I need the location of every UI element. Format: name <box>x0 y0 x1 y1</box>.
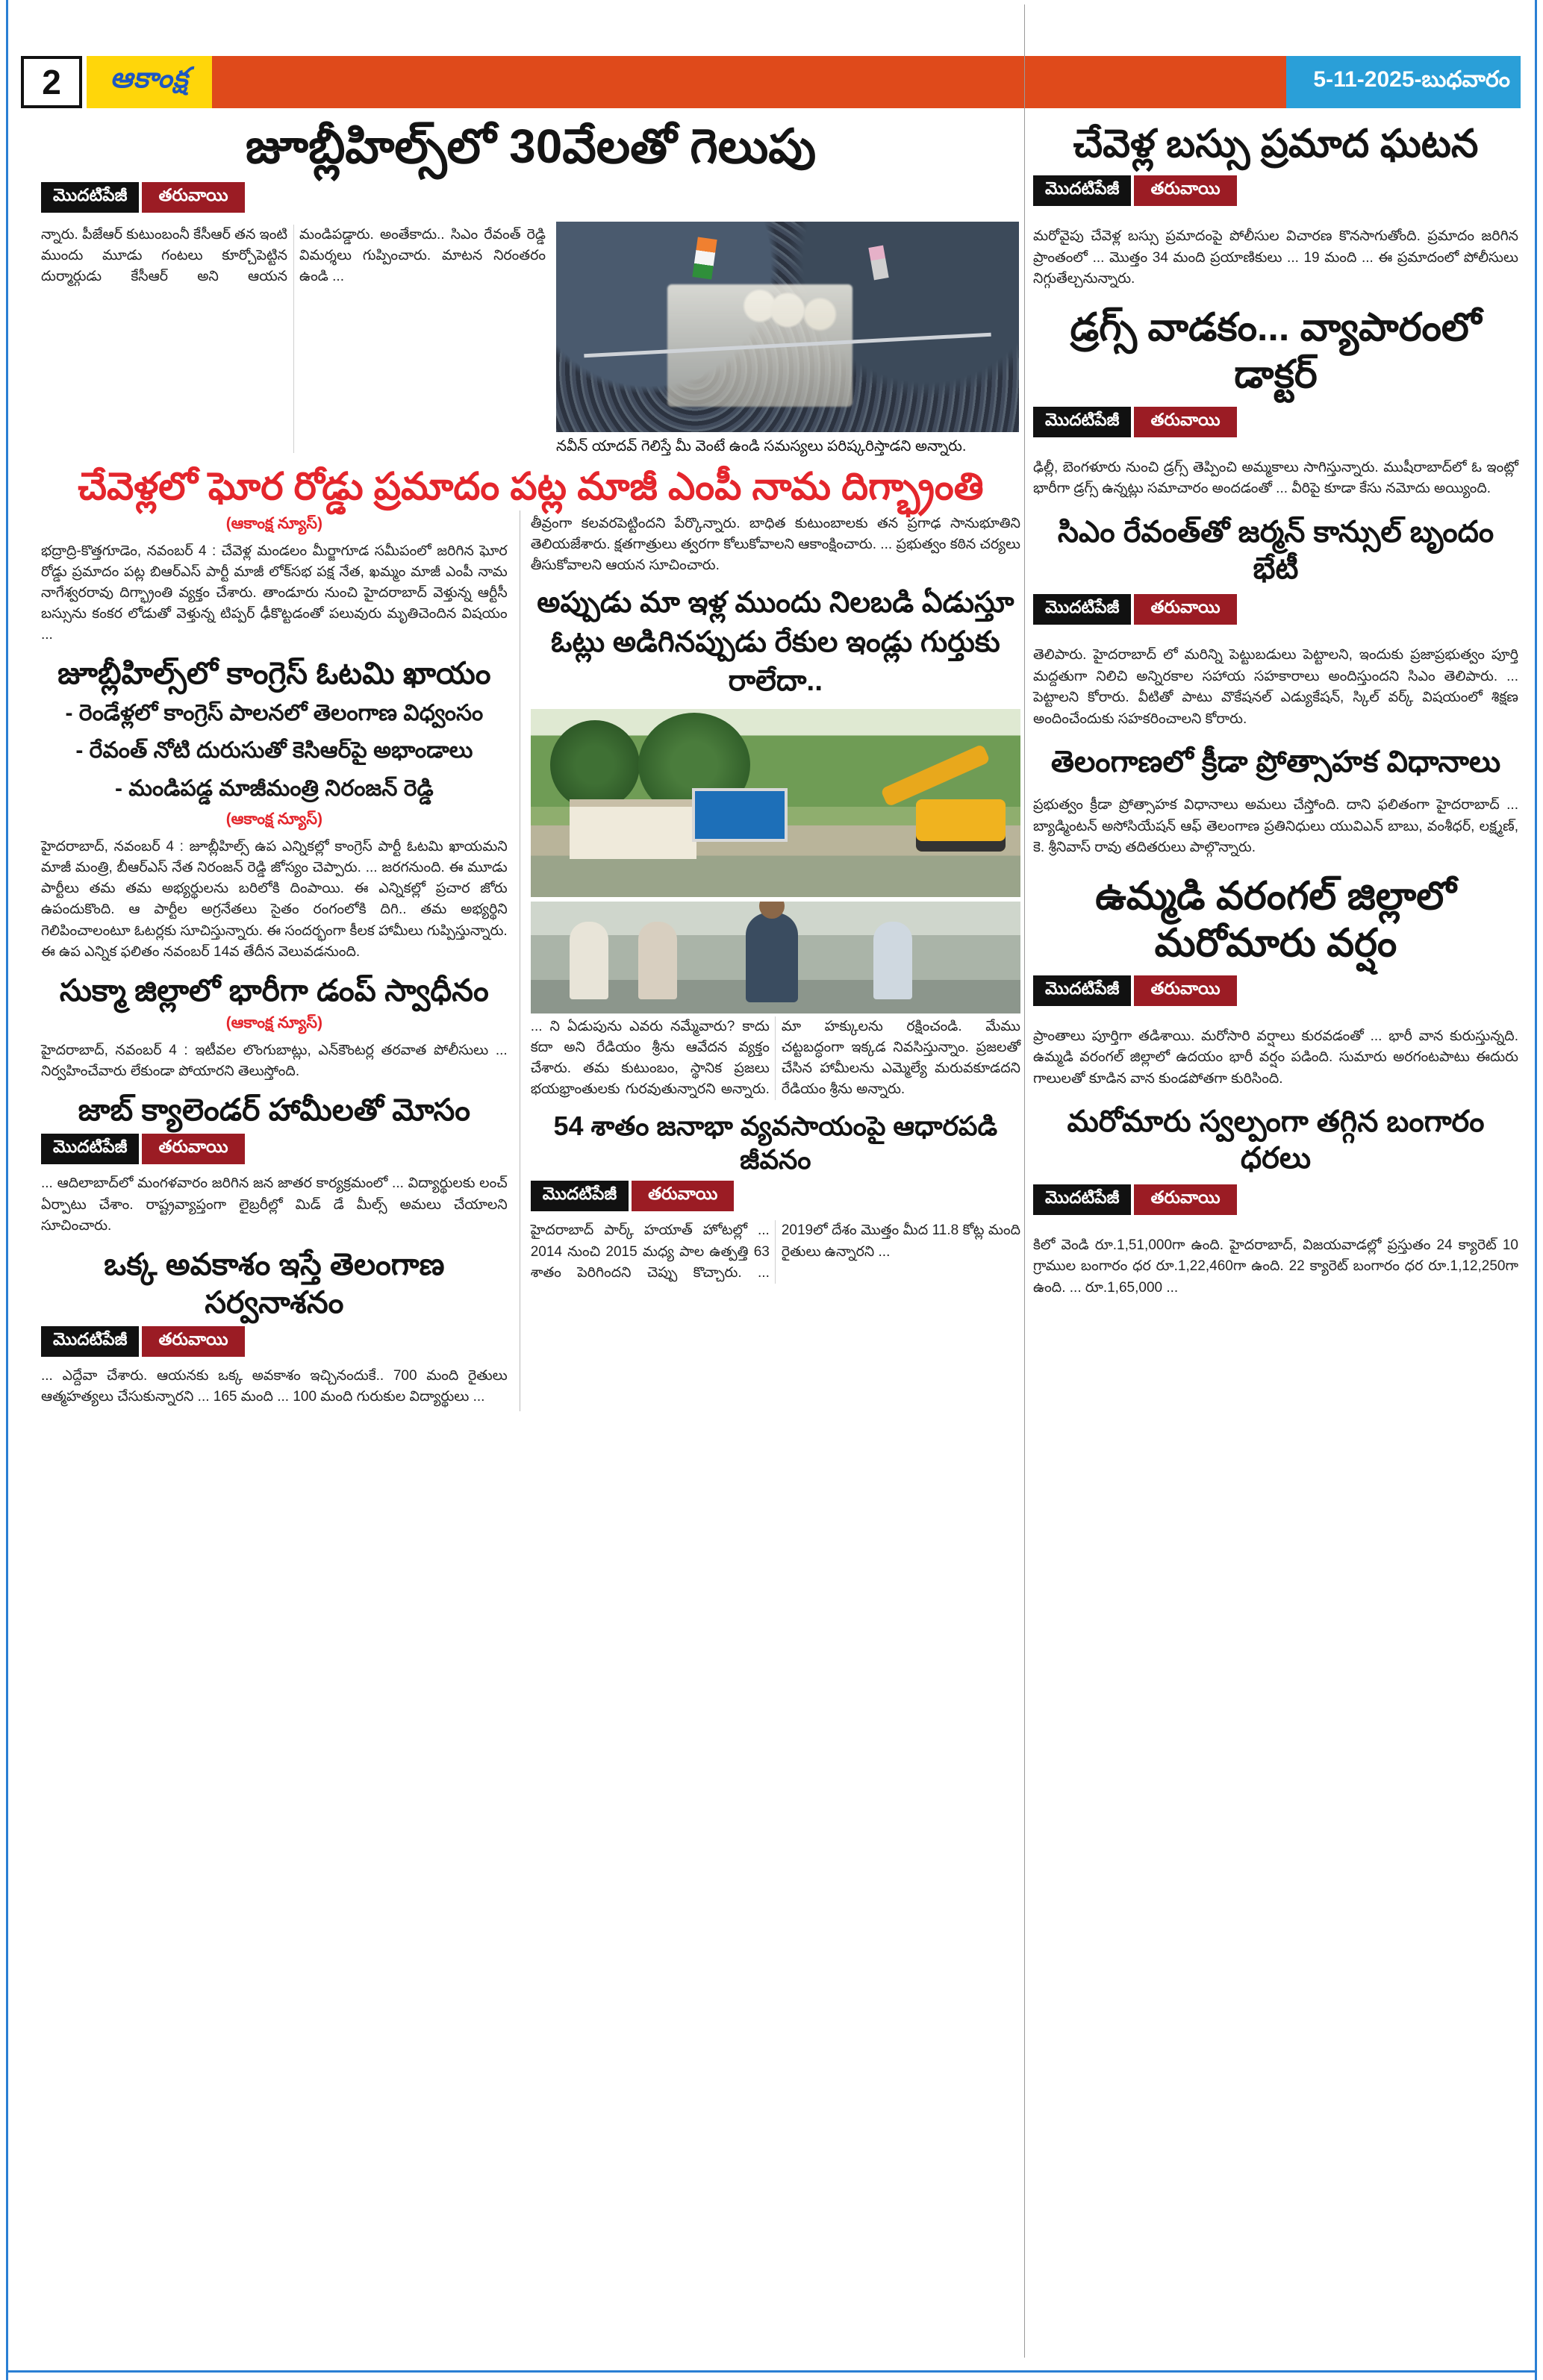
tag-first-page: మొదటిపేజీ <box>1033 175 1131 206</box>
tag-first-page: మొదటిపేజీ <box>1033 975 1131 1006</box>
tag-continued: తరువాయి <box>142 182 244 213</box>
tag-first-page: మొదటిపేజీ <box>1033 407 1131 437</box>
tag-first-page: మొదటిపేజీ <box>41 1326 139 1357</box>
party-flag-icon <box>692 237 717 280</box>
headline-jubilee-win: జూబ్లీహిల్స్‌లో 30వేలతో గెలుపు <box>245 119 817 173</box>
quote-article-body: ... ని ఏడుపును ఎవరు నమ్మేవారు? కాదు కదా అని రేడియం శ్రీను ఆవేదన వ్యక్తం చేశారు. తమ కుటుంబం, స్థానిక ప్రజలు భయభ్రాంతులకు గురవుతున్నారని అన్నారు. మా హక్కులను రక్షించండి. మేము చట్టబద్ధంగా ఇక్కడ నివసిస్తున్నాం. ప్రజలతో చేసిన హామీలను ఎమ్మెల్యే మరువకూడదని రేడియం శ్రీను అన్నారు. <box>530 1019 1020 1098</box>
signboard <box>692 788 788 842</box>
photo-caption: నవీన్ యాదవ్ గెలిస్తే మీ వెంటే ఉండి సమస్యలు పరిష్కరిస్తాడని అన్నారు. <box>556 437 967 455</box>
news-credit: (ఆకాంక్ష న్యూస్) <box>225 514 322 532</box>
continuation-tag <box>531 1181 735 1211</box>
tag-continued: తరువాయి <box>632 1181 734 1211</box>
tag-continued: తరువాయి <box>142 1134 244 1164</box>
page-bottom-rule <box>6 2370 1537 2373</box>
headline-sports-policy: తెలంగాణలో క్రీడా ప్రోత్సాహక విధానాలు <box>1050 746 1501 779</box>
main-zone <box>41 118 1020 1411</box>
article-okka-avakasam <box>41 1246 508 1408</box>
headline-congress-defeat: జూబ్లీహిల్స్‌లో కాంగ్రెస్ ఓటమి ఖాయం <box>57 656 491 691</box>
headline-gold-price: మరోమారు స్వల్పంగా తగ్గిన బంగారం ధరలు <box>1067 1105 1485 1175</box>
continuation-tag <box>41 182 245 213</box>
okka-avakasam-body: ... ఎద్దేవా చేశారు. ఆయనకు ఒక్క అవకాశం ఇచ్చినందుకే.. 700 మంది రైతులు ఆత్మహత్యలు చేసుకున్నారని ... 165 మంది ... 100 మంది గురుకుల విద్యార్థులు ... <box>41 1368 508 1405</box>
german-consul-body: తెలిపారు. హైదరాబాద్ లో మరిన్ని పెట్టుబడులు పెట్టాలని, ఇందుకు ప్రజాప్రభుత్వం పూర్తి మద్దతుగా నిలిచి అన్నిరకాల సహాయ సహకారాలు అందిస్తుందని సిఎం తెలిపారు. ... పెట్టాలని కోరారు. వీటితో పాటు వొకేషనల్ ఎడ్యుకేషన్, స్కిల్ వర్క్ విషయంలో శిక్షణ అందించేందుకు సహకరించాలని కోరారు. <box>1033 647 1518 727</box>
headline-job-calendar: జాబ్ క్యాలెండర్ హామీలతో మోసం <box>78 1093 471 1128</box>
field-visit-photo <box>531 709 1020 897</box>
tag-continued: తరువాయి <box>142 1326 244 1357</box>
gold-price-body: కిలో వెండి రూ.1,51,000గా ఉంది. హైదరాబాద్, విజయవాడల్లో ప్రస్తుతం 24 క్యారెట్ 10 గ్రాముల బంగారం ధర రూ.1,22,460గా ఉంది. 22 క్యారెట్ బంగారం ధర రూ.1,12,250గా ఉంది. ... రూ.1,65,000 ... <box>1033 1237 1518 1296</box>
date-banner: 5-11-2025-బుధవారం <box>1286 56 1521 108</box>
congress-defeat-body: హైదరాబాద్, నవంబర్ 4 : జూబ్లీహిల్స్ ఉప ఎన్నికల్లో కాంగ్రెస్ పార్టీ ఓటమి ఖాయమని మాజీ మంత్రి, బీఆర్ఎస్ నేత నిరంజన్ రెడ్డి జోస్యం చెప్పారు. ... జరగనుంది. ఈ మూడు పార్టీలు తమ తమ అభ్యర్థులను బరిలోకి దింపాయి. ఈ ఎన్నికల్లో ప్రచార జోరు ఉపందుకొంది. ఆ పార్టీల అగ్రనేతలు సైతం రంగంలోకి దిగి.. తమ అభ్యర్థిని గెలిపించాలంటూ ఓటర్లకు సూచిస్తున్నారు. ఈ సందర్భంగా కీలక హామీలు గుప్పిస్తున్నారు. ఈ ఉప ఎన్నిక ఫలితం నవంబర్ 14వ తేదీన వెలువడనుంది. <box>41 839 508 960</box>
drugs-doctor-body: ఢిల్లీ, బెంగళూరు నుంచి డ్రగ్స్ తెప్పించి అమ్మకాలు సాగిస్తున్నారు. ముషీరాబాద్‌లో ఓ ఇంట్లో భారీగా డ్రగ్స్ ఉన్నట్లు సమాచారం అందడంతో ... వీరిపై కూడా కేసు నమోదు అయ్యింది. <box>1033 459 1518 497</box>
person-figure <box>873 922 912 999</box>
subhead-point-3: - మండిపడ్డ మాజీమంత్రి నిరంజన్ రెడ్డి <box>114 775 434 801</box>
tree <box>550 720 640 810</box>
article-german-consul <box>1033 514 1518 731</box>
continuation-tag <box>41 1134 245 1164</box>
chevella-body-right: తీవ్రంగా కలవరపెట్టిందని పేర్కొన్నారు. బాధిత కుటుంబాలకు తన ప్రగాఢ సానుభూతిని తెలియజేశారు. క్షతగాత్రులు త్వరగా కోలుకోవాలని ఆకాంక్షించారు. ... ప్రభుత్వం కఠిన చర్యలు తీసుకోవాలని ఆయన సూచించారు. <box>530 515 1020 573</box>
jubilee-body-text: న్నారు. పీజేఆర్ కుటుంబంనీ కేసీఆర్ తన ఇంటి ముందు మూడు గంటలు కూర్చోపెట్టిన దుర్మార్గుడు కేసీఆర్ అని ఆయన మండిపడ్డారు. అంతేకాదు.. సిఎం రేవంత్ రెడ్డి విమర్శలు గుప్పించారు. మాటన నిరంతరం ఉండి ... <box>41 226 546 284</box>
article-sukma-dump <box>41 972 508 1082</box>
article-drugs-doctor <box>1033 304 1518 500</box>
article-congress-defeat <box>41 655 508 962</box>
tag-continued: తరువాయి <box>1134 175 1236 206</box>
headline-okka-avakasam: ఒక్క అవకాశం ఇస్తే తెలంగాణ సర్వనాశనం <box>104 1246 445 1320</box>
article-bus-accident <box>1033 121 1518 290</box>
flag-icon <box>868 246 888 281</box>
headline-warangal-rain: ఉమ్మడి వరంగల్ జిల్లాలో మరోమారు వర్షం <box>1095 874 1456 966</box>
subhead-point-1: - రెండేళ్లలో కాంగ్రెస్ పాలనలో తెలంగాణ విధ్వంసం <box>65 700 484 725</box>
tag-first-page: మొదటిపేజీ <box>1033 1184 1131 1215</box>
sukma-body: హైదరాబాద్, నవంబర్ 4 : ఇటీవల లొంగుబాట్లు, ఎన్‌కౌంటర్ల తరవాత పోలీసులు ... నిర్వహించేవారు లేకుండా పోయారని తెలుస్తోంది. <box>41 1042 508 1080</box>
person-figure <box>638 922 677 999</box>
page-header <box>21 56 1521 108</box>
chevella-body-left: భద్రాద్రి-కొత్తగూడెం, నవంబర్ 4 : చేవెళ్ల మండలం మీర్జాగూడ సమీపంలో జరిగిన ఘోర రోడ్డు ప్రమాదం పట్ల బిఆర్ఎస్ పార్టీ మాజీ లోక్‌సభ పక్ష నేత, ఖమ్మం మాజీ ఎంపీ నామ నాగేశ్వరరావు దిగ్భ్రాంతి వ్యక్తం చేశారు. తాండూరు నుంచి హైదరాబాద్ వెళ్తున్న ఆర్టీసీ బస్సును కంకర లోడుతో వెళ్తున్న టిప్పర్ ఢీకొట్టడంతో పలువురు మృతిచెందిన విషయం ... <box>41 543 508 643</box>
excavator-arm <box>880 743 991 807</box>
person-figure <box>570 922 608 999</box>
continuation-tag <box>1033 407 1237 437</box>
article-jubilee-win <box>41 119 1020 456</box>
headline-agriculture: 54 శాతం జనాభా వ్యవసాయంపై ఆధారపడి జీవనం <box>553 1111 998 1175</box>
jubilee-figure <box>556 222 1019 456</box>
left-column <box>41 510 508 1411</box>
tag-first-page: మొదటిపేజీ <box>1033 594 1131 625</box>
article-agriculture <box>531 1109 1020 1283</box>
continuation-tag <box>1033 175 1237 206</box>
headline-chevella-mp: చేవెళ్లలో ఘోర రోడ్డు ప్రమాదం పట్ల మాజీ ఎంపీ నామ దిగ్భ్రాంతి <box>78 464 984 507</box>
tag-continued: తరువాయి <box>1134 975 1236 1006</box>
warangal-rain-body: ప్రాంతాలు పూర్తిగా తడిశాయి. మరోసారి వర్షాలు కురవడంతో ... భారీ వాన కురుస్తున్నది. ఉమ్మడి వరంగల్ జిల్లాలో ఉదయం భారీ వర్షం పడింది. సుమారు అరగంటపాటు ఈదురు గాలులతో కూడిన వాన కుండపోతగా కురిసింది. <box>1033 1028 1518 1087</box>
tag-continued: తరువాయి <box>1134 1184 1236 1215</box>
bus-accident-body: మరోవైపు చేవెళ్ల బస్సు ప్రమాదంపై పోలీసుల విచారణ కొనసాగుతోంది. ప్రమాదం జరిగిన ప్రాంతంలో ... మొత్తం 34 మంది ప్రయాణికులు ... 19 మంది ... ఈ ప్రమాదంలో పోలీసులు నిగ్గుతేల్చనున్నారు. <box>1033 228 1518 287</box>
continuation-tag <box>1033 1184 1237 1215</box>
headline-quote: అప్పుడు మా ఇళ్ల ముందు నిలబడి ఏడుస్తూ ఓట్లు అడిగినప్పుడు రేకుల ఇండ్లు గుర్తుకు రాలేదా.. <box>537 587 1014 698</box>
middle-column <box>520 510 1020 1411</box>
subhead-point-2: - రేవంత్ నోటి దురుసుతో కెసిఆర్‌పై అభాండాలు <box>75 738 473 763</box>
headline-bus-accident: చేవెళ్ల బస్సు ప్రమాద ఘటన <box>1073 122 1479 166</box>
building <box>570 799 696 859</box>
agriculture-body: హైదరాబాద్ పార్క్ హయాత్ హోటల్లో ... 2014 నుంచి 2015 మధ్య పాల ఉత్పత్తి 63 శాతం పెరిగిందని చెప్పు కొచ్చారు. ... 2019లో దేశం మొత్తం మీద 11.8 కోట్ల మంది రైతులు ఉన్నారని ... <box>530 1222 1020 1281</box>
page-number: 2 <box>21 56 82 108</box>
tag-first-page: మొదటిపేజీ <box>531 1181 629 1211</box>
excavator-body <box>916 799 1006 852</box>
headline-sukma-dump: సుక్మా జిల్లాలో భారీగా డంప్ స్వాధీనం <box>59 972 489 1008</box>
article-warangal-rain <box>1033 873 1518 1090</box>
masthead-title: ఆకాంక్ష <box>110 63 189 94</box>
right-column <box>1033 118 1518 1313</box>
news-credit: (ఆకాంక్ష న్యూస్) <box>225 1013 322 1031</box>
continuation-tag <box>41 1326 245 1357</box>
job-calendar-body: ... ఆదిలాబాద్‌లో మంగళవారం జరిగిన జన జాతర కార్యక్రమంలో ... విద్యార్థులకు లంచ్ ఏర్పాటు చేశాం. రాష్ట్రవ్యాప్తంగా లైబ్రరీల్లో మిడ్ డే మీల్స్ అమలు చేయాలని సూచించారు. <box>41 1175 508 1234</box>
page-content <box>0 118 1543 2365</box>
sports-policy-body: ప్రభుత్వం క్రీడా ప్రోత్సాహక విధానాలు అమలు చేస్తోంది. దాని ఫలితంగా హైదరాబాద్ ... బ్యాడ్మింటన్ అసోసియేషన్ ఆఫ్ తెలంగాణ ప్రతినిధులు యువిఎన్ బాబు, వంశీధర్, లక్ష్మణ్, కె. శ్రీనివాస్ రావు తదితరులు పాల్గొన్నారు. <box>1033 797 1518 856</box>
tag-continued: తరువాయి <box>1134 594 1236 625</box>
news-credit: (ఆకాంక్ష న్యూస్) <box>225 810 322 828</box>
tag-first-page: మొదటిపేజీ <box>41 1134 139 1164</box>
article-sports-policy <box>1033 744 1518 858</box>
masthead-logo <box>87 56 212 108</box>
headline-drugs-doctor: డ్రగ్స్ వాడకం... వ్యాపారంలో డాక్టర్ <box>1070 305 1482 397</box>
press-meet-photo <box>531 902 1020 1013</box>
crowd-rally-photo <box>556 222 1019 432</box>
continuation-tag <box>1033 975 1237 1006</box>
article-job-calendar <box>41 1091 508 1237</box>
speaker-figure <box>746 913 798 1002</box>
article-gold-price <box>1033 1104 1518 1299</box>
tag-first-page: మొదటిపేజీ <box>41 182 139 213</box>
continuation-tag <box>1033 594 1237 625</box>
headline-german-consul: సిఎం రేవంత్‌తో జర్మన్ కాన్సుల్ బృందం భేటీ <box>1057 515 1494 585</box>
header-band <box>212 56 1286 108</box>
tag-continued: తరువాయి <box>1134 407 1236 437</box>
